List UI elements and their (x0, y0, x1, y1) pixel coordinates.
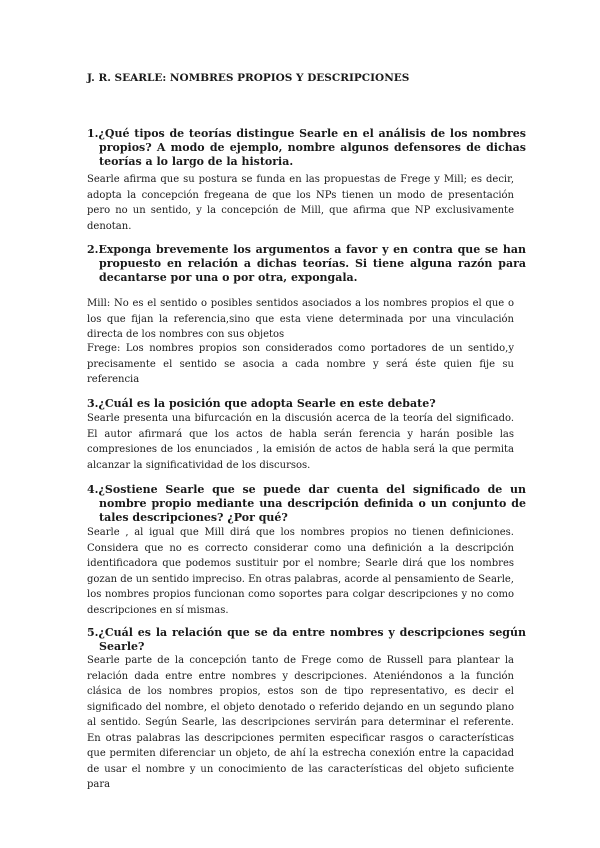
answer-2-frege: Frege: Los nombres propios son considerados como portadores de un sentido,y precisamente el sentido se asocia a cada nombre y será éste quien fije su referencia (87, 343, 514, 385)
question-4: 4.¿Sostiene Searle que se puede dar cuenta del significado de un nombre propio mediante una descripción definida o un conjunto de tales descripciones? ¿Por qué? (87, 483, 526, 524)
answer-5: Searle parte de la concepción tanto de Frege como de Russell para plantear la relación dada entre entre nombres y descripciones. Ateniéndonos a la función clásica de los nombres propios, estos son de tipo representativo, es decir el significado del nombre, el objeto denotado o referido dejando en un segundo plano al sentido. Según Searle, las descripciones servirán para determinar el referente. En otras palabras las descripciones permiten especificar rasgos o características que permiten diferenciar un objeto, de ahí la estrecha conexión entre la capacidad de usar el nombre y un conocimiento de las características del objeto suficiente para (87, 655, 514, 790)
document-title: J. R. SEARLE: NOMBRES PROPIOS Y DESCRIPCIONES (87, 72, 410, 84)
question-1: 1.¿Qué tipos de teorías distingue Searle en el análisis de los nombres propios? A modo de ejemplo, nombre algunos defensores de dichas teorías a lo largo de la historia. (87, 127, 526, 168)
answer-3: Searle presenta una bifurcación en la discusión acerca de la teoría del significado. El autor afirmará que los actos de habla serán ferencia y harán posible las compresiones de los enunciados , la emisión de actos de habla será la que permita alcanzar la significatividad de los discursos. (87, 413, 514, 471)
answer-2-mill: Mill: No es el sentido o posibles sentidos asociados a los nombres propios el que o los que fijan la referencia,sino que esta viene determinada por una vinculación directa de los nombres con sus objetos (87, 298, 514, 340)
answer-1: Searle afirma que su postura se funda en las propuestas de Frege y Mill; es decir, adopta la concepción fregeana de que los NPs tienen un modo de presentación pero no un sentido, y la concepción de Mill, que afirma que NP exclusivamente denotan. (87, 174, 514, 232)
answer-4: Searle , al igual que Mill dirá que los nombres propios no tienen definiciones. Considera que no es correcto considerar como una definición a la descripción identificadora que podemos sustituir por el nombre; Searle dirá que los nombres gozan de un sentido impreciso. En otras palabras, acorde al pensamiento de Searle, los nombres propios funcionan como soportes para colgar descripciones y no como descripciones en sí mismas. (87, 527, 514, 616)
question-2: 2.Exponga brevemente los argumentos a favor y en contra que se han propuesto en relación a dichas teorías. Si tiene alguna razón para decantarse por una o por otra, expongala. (87, 243, 526, 284)
question-5: 5.¿Cuál es la relación que se da entre nombres y descripciones según Searle? (87, 626, 526, 653)
question-3: 3.¿Cuál es la posición que adopta Searle en este debate? (87, 397, 436, 410)
